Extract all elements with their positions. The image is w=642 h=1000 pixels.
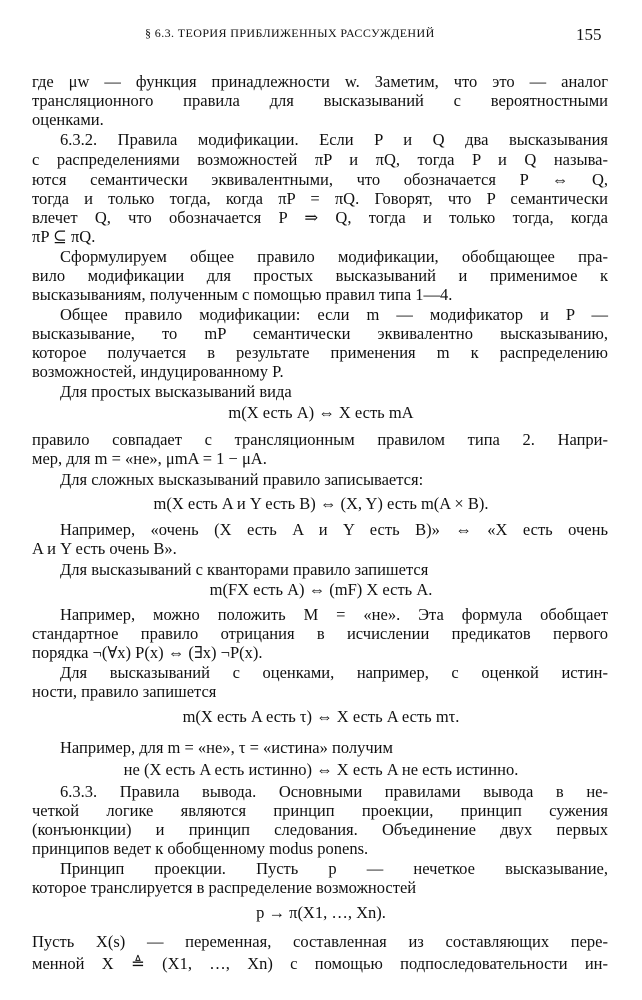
text-line: которое получается в результате применения m к распределению (32, 343, 608, 362)
text-line: Для высказываний с кванторами правило запишется (60, 560, 429, 579)
text-line: Для сложных высказываний правило записывается: (60, 470, 424, 489)
text-line: правило совпадает с трансляционным правилом типа 2. Напри- (32, 430, 608, 449)
text-line: тогда и только тогда, когда πP = πQ. Говорят, что P семантически (32, 189, 608, 208)
text-line: Для высказываний с оценками, например, с оценкой истин- (60, 663, 608, 682)
text-line: Для простых высказываний вида (60, 382, 292, 401)
text-line: Принцип проекции. Пусть p — нечеткое высказывание, (60, 859, 608, 878)
text-line: Например, «очень (X есть A и Y есть B)» ⇔ «X есть очень (60, 520, 608, 539)
text-line: которое транслируется в распределение возможностей (32, 878, 417, 897)
formula: не (X есть A есть истинно) ⇔ X есть A не есть истинно. (123, 760, 519, 779)
text-line: Например, можно положить M = «не». Эта формула обобщает (60, 605, 608, 624)
section-heading-line: 6.3.3. Правила вывода. Основными правилами вывода в не- (60, 782, 608, 801)
text-line: четкой логике являются принцип проекции, принцип сужения (32, 801, 608, 820)
formula: m(X есть A есть τ) ⇔ X есть A есть mτ. (182, 707, 460, 726)
page-number: 155 (576, 25, 602, 44)
text-line: A и Y есть очень B». (32, 539, 177, 558)
formula: m(FX есть A) ⇔ (mF) X есть A. (209, 580, 433, 599)
formula: p → π(X1, …, Xn). (256, 903, 386, 922)
text-line: высказывание, то mP семантически эквивалентно высказыванию, (32, 324, 608, 343)
text-line: мер, для m = «не», μmA = 1 − μA. (32, 449, 267, 468)
text-line: менной X ≜ (X1, …, Xn) с помощью подпоследовательности ин- (32, 954, 608, 973)
text-line: ются семантически эквивалентными, что обозначается P ⇔ Q, (32, 170, 608, 189)
running-header: § 6.3. ТЕОРИЯ ПРИБЛИЖЕННЫХ РАССУЖДЕНИЙ (145, 26, 435, 40)
text-line: вило модификации для простых высказываний и применимое к (32, 266, 608, 285)
text-line: порядка ¬(∀x) P(x) ⇔ (∃x) ¬P(x). (32, 643, 263, 662)
text-line: Например, для m = «не», τ = «истина» получим (60, 738, 393, 757)
formula: m(X есть A) ⇔ X есть mA (228, 403, 414, 422)
text-line: оценками. (32, 110, 104, 129)
text-line: Пусть X(s) — переменная, составленная из составляющих пере- (32, 932, 608, 951)
text-line: (конъюнкции) и принцип следования. Объединение двух первых (32, 820, 608, 839)
text-line: Сформулируем общее правило модификации, обобщающее пра- (60, 247, 608, 266)
text-line: Общее правило модификации: если m — модификатор и P — (60, 305, 608, 324)
text-line: высказываниям, полученным с помощью правил типа 1—4. (32, 285, 453, 304)
text-line: ности, правило запишется (32, 682, 217, 701)
text-line: возможностей, индуцированному P. (32, 362, 284, 381)
text-line: с распределениями возможностей πP и πQ, тогда P и Q называ- (32, 150, 608, 169)
text-line: стандартное правило отрицания в исчислении предикатов первого (32, 624, 608, 643)
text-line: πP ⊆ πQ. (32, 227, 96, 246)
section-heading-line: 6.3.2. Правила модификации. Если P и Q два высказывания (60, 130, 608, 149)
text-line: где μw — функция принадлежности w. Заметим, что это — аналог (32, 72, 608, 91)
text-line: влечет Q, что обозначается P ⇒ Q, тогда и только тогда, когда (32, 208, 608, 227)
text-line: принципов ведет к обобщенному modus ponens. (32, 839, 369, 858)
text-line: трансляционного правила для высказываний с вероятностными (32, 91, 608, 110)
formula: m(X есть A и Y есть B) ⇔ (X, Y) есть m(A × B). (153, 494, 489, 513)
